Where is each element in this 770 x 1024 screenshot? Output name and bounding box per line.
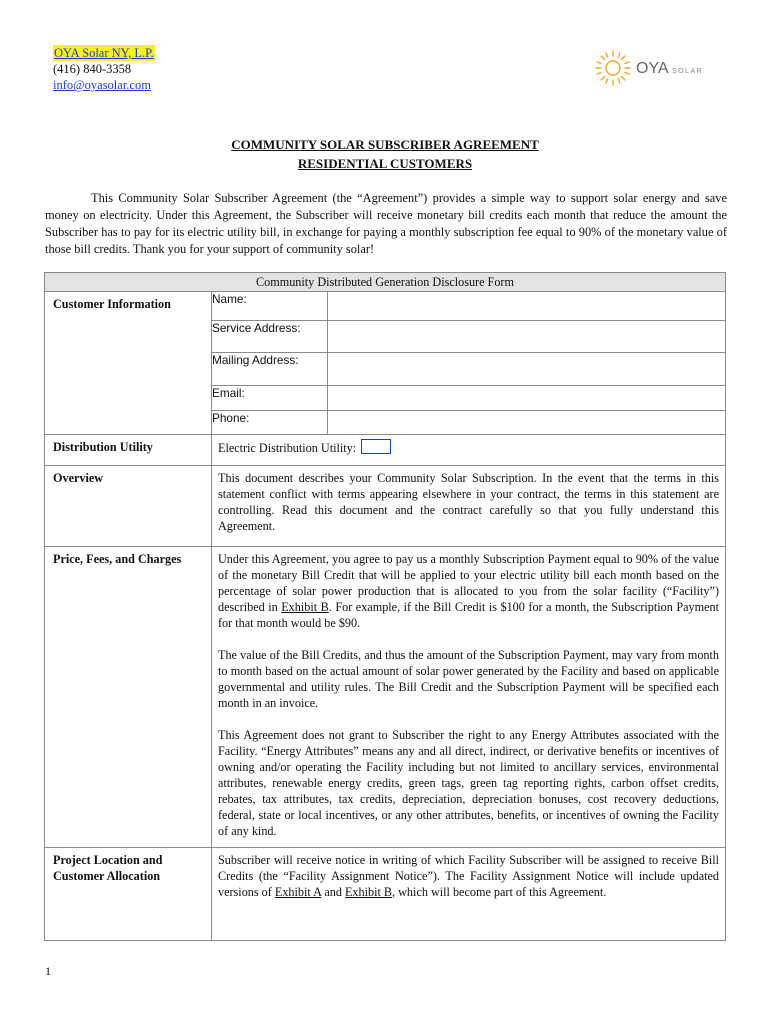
project-text-and: and bbox=[324, 885, 342, 899]
phone-label: Phone: bbox=[212, 410, 328, 434]
disclosure-form-table bbox=[44, 272, 726, 941]
overview-text: This document describes your Community Solar Subscription. In the event that the terms in this statement conflict with terms appearing elsewhere in your contract, the terms in this statement are controlling. Read this document and the contract carefully so that you fully understand this Agreement. bbox=[212, 466, 726, 547]
logo-wordmark: OYA bbox=[636, 60, 669, 77]
agreement-title: COMMUNITY SOLAR SUBSCRIBER AGREEMENT bbox=[231, 137, 539, 152]
price-paragraph-3: This Agreement does not grant to Subscriber the right to any Energy Attributes associated with the Facility. “Energy Attributes” means any and all direct, indirect, or derivative benefits or incentives of owning and/or operating the Facility including but not limited to ancillary services, environmental attributes, renewable energy credits, green tags, green tag reporting rights, carbon offset credits, rebates, tax attributes, tax credits, depreciation, depreciation bonuses, cost recovery deductions, federal, state or local incentives, or any other attributes, benefits, or incentives of owning the Facility of any kind. bbox=[218, 728, 719, 838]
distribution-utility-label: Distribution Utility bbox=[45, 435, 212, 466]
price-paragraph-2: The value of the Bill Credits, and thus the amount of the Subscription Payment, may vary from month to month based on the actual amount of solar power generated by the Facility and based on applicable governmental and utility rules. The Bill Credit and the Subscription Payment will be specified each month in an invoice. bbox=[218, 648, 719, 710]
mailing-address-field[interactable] bbox=[328, 352, 726, 385]
email-field[interactable] bbox=[328, 385, 726, 410]
price-fees-charges-label: Price, Fees, and Charges bbox=[45, 547, 212, 848]
project-location-cell bbox=[212, 848, 726, 941]
project-text-end: , which will become part of this Agreement. bbox=[392, 885, 607, 899]
page-number: 1 bbox=[45, 964, 51, 978]
exhibit-a-link[interactable]: Exhibit A bbox=[274, 885, 322, 899]
intro-paragraph: This Community Solar Subscriber Agreement (the “Agreement”) provides a simple way to support solar energy and save money on electricity. Under this Agreement, the Subscriber will receive monetary bill credits each month that reduce the amount the Subscriber has to pay for its electric utility bill, in exchange for paying a monthly subscription fee equal to 90% of the monetary value of those bill credits. Thank you for your support of community solar! bbox=[45, 191, 727, 256]
company-name: OYA Solar NY, L.P. bbox=[54, 46, 154, 60]
logo-subtext: SOLAR bbox=[672, 68, 704, 75]
name-label: Name: bbox=[212, 292, 328, 320]
phone-field[interactable] bbox=[328, 410, 726, 434]
price-fees-charges-cell bbox=[212, 547, 726, 848]
distribution-utility-text: Electric Distribution Utility: bbox=[218, 441, 357, 455]
customer-fields-table bbox=[212, 292, 725, 434]
customer-information-label: Customer Information bbox=[45, 292, 212, 435]
name-field[interactable] bbox=[328, 292, 726, 320]
price-paragraph-1 bbox=[218, 551, 719, 631]
contact-block bbox=[53, 45, 155, 93]
price-p1-text: Under this Agreement, you agree to pay us a monthly Subscription Payment equal to 90% of the value of the monetary Bill Credit that will be applied to your electric utility bill each month based on the percentage of solar power production that is allocated to you from the solar facility (“Facility”) described in bbox=[218, 552, 719, 614]
price-p1-text-end: . For example, if the Bill Credit is $100 for a month, the Subscription Payment for that month would be $90. bbox=[218, 600, 719, 630]
distribution-utility-cell bbox=[212, 435, 726, 466]
exhibit-b-link-2[interactable]: Exhibit B bbox=[344, 885, 393, 899]
email-label: Email: bbox=[212, 385, 328, 410]
oya-solar-logo bbox=[592, 48, 722, 88]
company-phone: (416) 840-3358 bbox=[53, 62, 132, 76]
disclosure-form-heading: Community Distributed Generation Disclosure Form bbox=[45, 273, 726, 292]
service-address-label: Service Address: bbox=[212, 320, 328, 352]
project-text: Subscriber will receive notice in writing of which Facility Subscriber will be assigned to receive Bill Credits (the “Facility Assignment Notice”). The Facility Assignment Notice will include updated versions of bbox=[218, 853, 719, 899]
mailing-address-label: Mailing Address: bbox=[212, 352, 328, 385]
exhibit-b-link[interactable]: Exhibit B bbox=[281, 600, 329, 614]
company-email-link[interactable]: info@oyasolar.com bbox=[53, 78, 151, 92]
distribution-utility-input[interactable] bbox=[361, 439, 391, 454]
customer-information-fields bbox=[212, 292, 726, 435]
sun-icon bbox=[596, 51, 630, 85]
project-location-label: Project Location and Customer Allocation bbox=[45, 848, 212, 941]
overview-label: Overview bbox=[45, 466, 212, 547]
agreement-subtitle: RESIDENTIAL CUSTOMERS bbox=[297, 156, 473, 171]
service-address-field[interactable] bbox=[328, 320, 726, 352]
